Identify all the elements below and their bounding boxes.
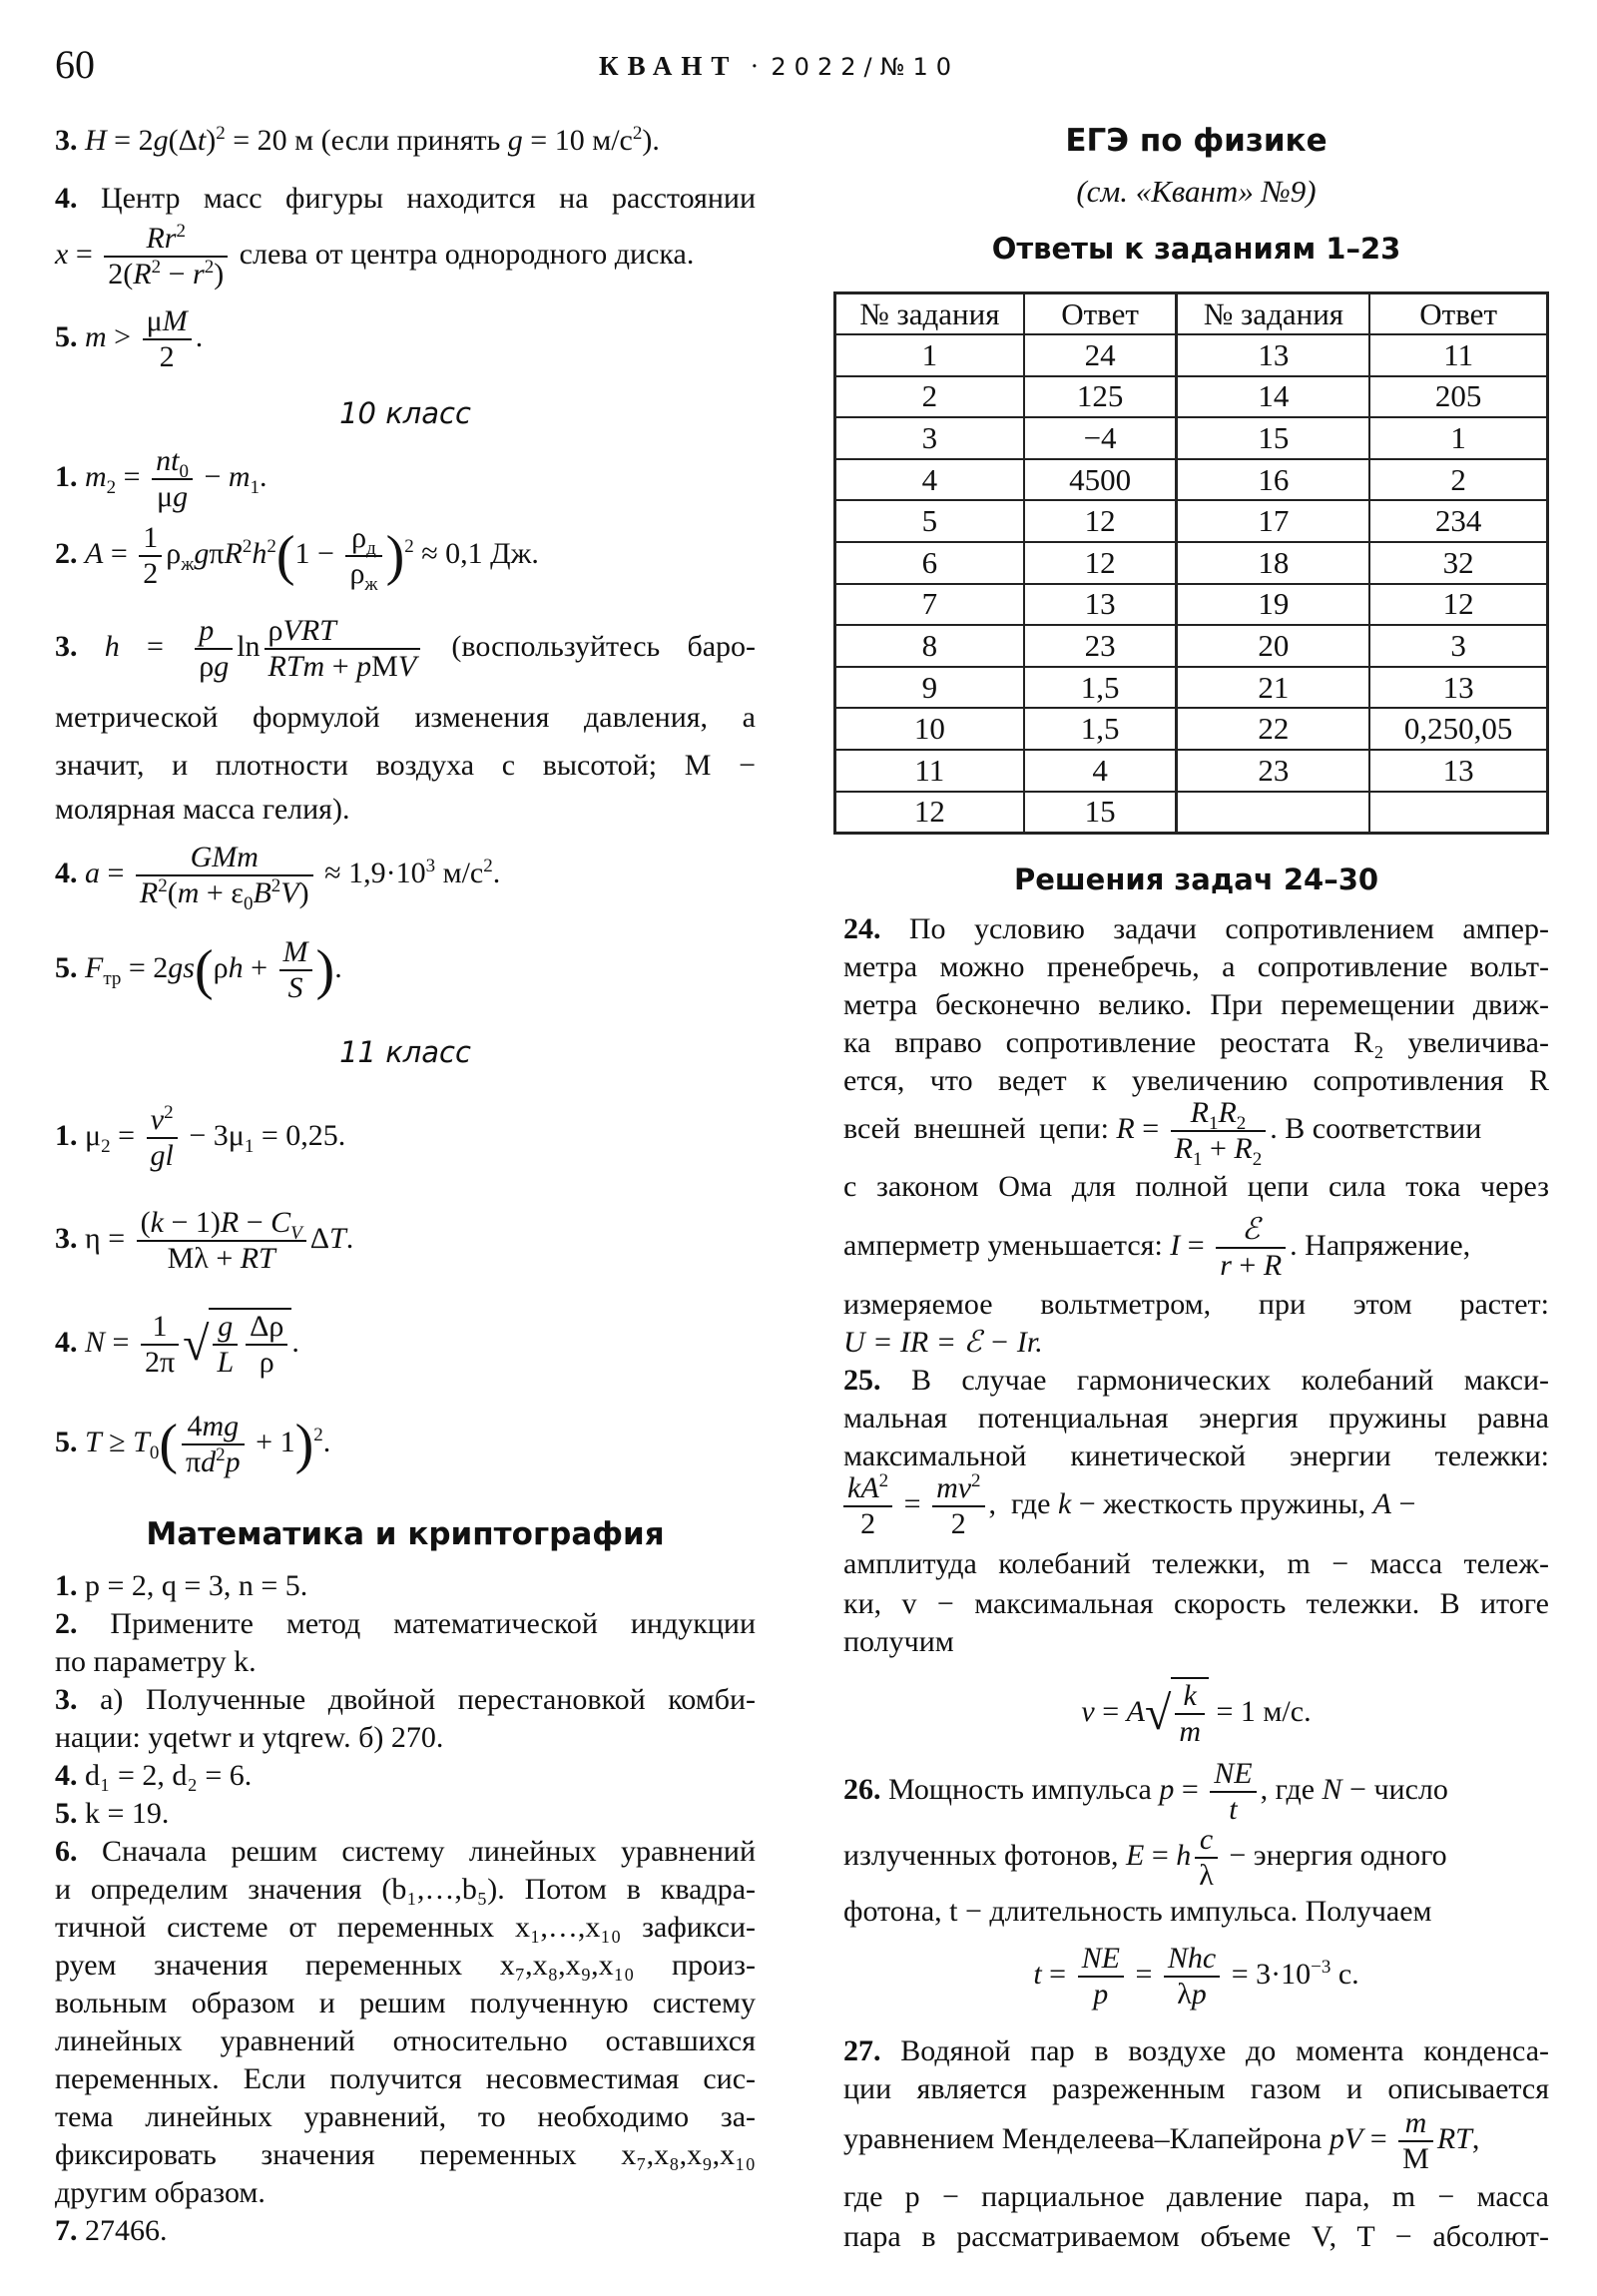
column-header: Ответ bbox=[1024, 293, 1177, 335]
solution-formula-line: уравнением Менделеева–Клапейрона pV = $\frac{m}{M}$ RT, bbox=[843, 2106, 1480, 2175]
math-line: другим образом. bbox=[55, 2176, 266, 2209]
section-subtitle: (см. «Квант» №9) bbox=[1076, 174, 1317, 209]
magazine-title: КВАНТ bbox=[599, 51, 739, 81]
solution-line: ка вправо сопротивление реостата R₂ увеличива- bbox=[843, 1026, 1549, 1059]
text-line: молярная масса гелия). bbox=[55, 793, 350, 826]
solution-line: фотона, t − длительность импульса. Получаем bbox=[843, 1895, 1432, 1928]
section-title-ege: ЕГЭ по физике bbox=[1065, 123, 1328, 159]
math-line: 5. k = 19. bbox=[55, 1797, 170, 1830]
column-header: № задания bbox=[835, 293, 1024, 335]
table-cell: 1,5 bbox=[1024, 667, 1177, 709]
math-line: нации: yqetwr и ytqrew. б) 270. bbox=[55, 1721, 444, 1754]
solution-line: с законом Ома для полной цепи сила тока через bbox=[843, 1170, 1549, 1203]
formula-line: x = $\frac{Rr^2}{2(R^2 - r^2)}$ слева от центра однородного диска. bbox=[55, 221, 695, 290]
table-cell: 14 bbox=[1177, 376, 1369, 418]
table-cell: 16 bbox=[1177, 459, 1369, 501]
table-cell: 20 bbox=[1177, 625, 1369, 667]
table-cell: 12 bbox=[835, 792, 1024, 834]
table-cell: 5 bbox=[835, 500, 1024, 542]
math-line: тичной системе от переменных x₁,…,x₁₀ зафикси- bbox=[55, 1911, 756, 1944]
solution-formula-line: $\frac{kA^2}{2}$ = $\frac{mv^2}{2}$ , где k − жесткость пружины, A − bbox=[843, 1471, 1549, 1541]
solution-line: метра бесконечно велико. При перемещении движ- bbox=[843, 988, 1549, 1021]
answer-item-3: 3. $H = 2g(\Delta t)^2 = 20$ м (если принять g = 10 $м/с^2$). bbox=[55, 123, 660, 157]
fraction: $\frac{\mu M}{2}$ bbox=[143, 304, 192, 374]
section-title-grade11: 11 класс bbox=[339, 1035, 471, 1069]
table-cell: −4 bbox=[1024, 417, 1177, 459]
text-line: значит, и плотности воздуха с высотой; M − bbox=[55, 749, 756, 782]
math-line: 1. p = 2, q = 3, n = 5. bbox=[55, 1569, 308, 1602]
item-number: 4. bbox=[55, 182, 78, 215]
table-cell: 3 bbox=[1369, 625, 1547, 667]
answer-item-5: 5. m > $\frac{\mu M}{2}$ . bbox=[55, 304, 204, 373]
math-line: 4. d₁ = 2, d₂ = 6. bbox=[55, 1759, 253, 1792]
answer-item-4 bbox=[55, 180, 756, 218]
grade10-item-5: 5. $F_{тр} = 2gs(\rho h$ + $\frac{M}{S}$ ). bbox=[55, 935, 342, 1004]
table-cell: 21 bbox=[1177, 667, 1369, 709]
grade10-item-2: 2. A = $\frac{1}{2}$ $\rho_жg\pi R^2h^2(1$ − $\frac{\rho_д}{\rho_ж}$ )$^2$ ≈ 0,1 Дж. bbox=[55, 521, 539, 595]
table-cell: 1,5 bbox=[1024, 708, 1177, 750]
grade11-item-3: 3. η = $\frac{(k - 1)R - C_V}{M\lambda + RT}$ ΔT. bbox=[55, 1206, 354, 1275]
solution-line: пара в рассматриваемом объеме V, T − абсолют- bbox=[843, 2220, 1549, 2253]
table-cell: 18 bbox=[1177, 542, 1369, 584]
table-cell: 4 bbox=[1024, 750, 1177, 792]
math-line: 2. Примените метод математической индукции bbox=[55, 1607, 756, 1640]
grade11-item-4: 4. N = $\frac{1}{2\pi}$ √ $\frac{g}{L}$ $\frac{\Delta\rho}{\rho}$ . bbox=[55, 1310, 299, 1379]
table-cell: 12 bbox=[1024, 500, 1177, 542]
solution-line: 24. По условию задачи сопротивлением ампер- bbox=[843, 912, 1549, 945]
item-number: 3. bbox=[55, 124, 78, 157]
table-cell: 6 bbox=[835, 542, 1024, 584]
solutions-block bbox=[843, 0, 1549, 2296]
item-text: Центр масс фигуры находится на расстоянии bbox=[100, 182, 756, 215]
table-cell: 13 bbox=[1369, 750, 1547, 792]
solutions-title: Решения задач 24–30 bbox=[1013, 862, 1379, 896]
table-cell: 8 bbox=[835, 625, 1024, 667]
solution-line: ции является разреженным газом и описывается bbox=[843, 2072, 1549, 2105]
math-line: линейных уравнений относительно оставшихся bbox=[55, 2024, 756, 2057]
left-column bbox=[55, 0, 756, 2296]
issue-number: 2022/№10 bbox=[771, 53, 960, 81]
math-line: по параметру k. bbox=[55, 1645, 257, 1678]
section-title-grade10: 10 класс bbox=[339, 396, 471, 430]
solution-line: ется, что ведет к увеличению сопротивления R bbox=[843, 1064, 1549, 1097]
solution-formula-centered: v = A√ $\frac{k}{m}$ = 1 м/с. bbox=[1081, 1679, 1312, 1748]
table-cell: 9 bbox=[835, 667, 1024, 709]
grade10-item-1: 1. $m_2$ = $\frac{nt_0}{\mu g}$ − $m_1$. bbox=[55, 444, 267, 513]
text-line: метрической формулой изменения давления, а bbox=[55, 701, 756, 734]
solution-line: амплитуда колебаний тележки, m − масса тележ- bbox=[843, 1547, 1549, 1580]
solution-formula-line: 26. Мощность импульса p = $\frac{NE}{t}$ , где N − число bbox=[843, 1757, 1448, 1826]
column-header: № задания bbox=[1177, 293, 1369, 335]
table-cell: 4500 bbox=[1024, 459, 1177, 501]
table-cell: 234 bbox=[1369, 500, 1547, 542]
table-cell: 3 bbox=[835, 417, 1024, 459]
math-line: переменных. Если получится несовместимая сис- bbox=[55, 2062, 756, 2095]
table-cell: 17 bbox=[1177, 500, 1369, 542]
table-cell: 0,250,05 bbox=[1369, 708, 1547, 750]
table-cell: 12 bbox=[1369, 584, 1547, 626]
table-cell: 11 bbox=[1369, 334, 1547, 376]
table-cell: 205 bbox=[1369, 376, 1547, 418]
table-cell: 10 bbox=[835, 708, 1024, 750]
math-line: руем значения переменных x₇,x₈,x₉,x₁₀ произ- bbox=[55, 1949, 756, 1982]
solution-line: получим bbox=[843, 1625, 954, 1658]
table-cell: 125 bbox=[1024, 376, 1177, 418]
math-line: 6. Сначала решим систему линейных уравнений bbox=[55, 1835, 757, 1868]
table-cell: 2 bbox=[835, 376, 1024, 418]
math-line: тема линейных уравнений, то необходимо за- bbox=[55, 2100, 756, 2133]
header-separator: · bbox=[750, 51, 760, 81]
table-cell: 15 bbox=[1024, 792, 1177, 834]
table-cell: 24 bbox=[1024, 334, 1177, 376]
grade11-item-1: 1. $\mu_2$ = $\frac{v^2}{gl}$ − $3\mu_1 = 0,25$. bbox=[55, 1102, 346, 1172]
math-line: 7. 27466. bbox=[55, 2214, 168, 2247]
table-cell: 11 bbox=[835, 750, 1024, 792]
table-cell: 32 bbox=[1369, 542, 1547, 584]
solution-line: мальная потенциальная энергия пружины равна bbox=[843, 1402, 1549, 1435]
solution-line: метра можно пренебречь, а сопротивление вольт- bbox=[843, 950, 1549, 983]
section-title-math: Математика и криптография bbox=[146, 1516, 665, 1552]
solution-line: измеряемое вольтметром, при этом растет: bbox=[843, 1288, 1549, 1321]
table-cell: 1 bbox=[835, 334, 1024, 376]
table-cell: 13 bbox=[1177, 334, 1369, 376]
item-number: 5. bbox=[55, 319, 78, 353]
item-text-tail: слева от центра однородного диска. bbox=[239, 237, 695, 271]
solution-line: где p − парциальное давление пара, m − масса bbox=[843, 2180, 1549, 2213]
table-cell: 19 bbox=[1177, 584, 1369, 626]
solution-formula-line: амперметр уменьшается: I = $\frac{\text{ℰ}}{r + R}$ . Напряжение, bbox=[843, 1213, 1471, 1282]
answers-title: Ответы к заданиям 1–23 bbox=[991, 232, 1401, 266]
column-header: Ответ bbox=[1369, 293, 1547, 335]
table-cell: 22 bbox=[1177, 708, 1369, 750]
grade10-item-3: 3. h = $\frac{p}{\rho g}$ ln $\frac{\text{ρVRT}}{\text{RTm + pMV}}$ (воспользуйтесь баро- bbox=[55, 614, 757, 683]
grade11-item-5: 5. $T \ge T_0$( $\frac{4mg}{\pi d^2p}$ + 1)$^2$. bbox=[55, 1410, 331, 1478]
page-number: 60 bbox=[55, 42, 95, 87]
table-cell: 12 bbox=[1024, 542, 1177, 584]
table-cell: 23 bbox=[1024, 625, 1177, 667]
math-line: и определим значения (b₁,…,b₅). Потом в квадра- bbox=[55, 1873, 756, 1906]
math-line: фиксировать значения переменных x₇,x₈,x₉,x₁₀ bbox=[55, 2138, 756, 2171]
solution-line: 27. Водяной пар в воздухе до момента конденса- bbox=[843, 2034, 1549, 2067]
table-cell: 13 bbox=[1369, 667, 1547, 709]
table-cell: 4 bbox=[835, 459, 1024, 501]
math-line: вольным образом и решим полученную систему bbox=[55, 1987, 756, 2019]
math-line: 3. а) Полученные двойной перестановкой комби- bbox=[55, 1683, 757, 1716]
solution-line: U = IR = ℰ − Ir. bbox=[843, 1326, 1043, 1359]
table-cell: 15 bbox=[1177, 417, 1369, 459]
table-cell: 1 bbox=[1369, 417, 1547, 459]
solution-formula-centered: t = $\frac{NE}{p}$ = $\frac{\text{Nhc}}{\lambda p}$ = $3\cdot 10^{-3}$ с. bbox=[1033, 1942, 1359, 2010]
solution-line: максимальной кинетической энергии тележки: bbox=[843, 1439, 1549, 1472]
grade10-item-4: 4. a = $\frac{\text{GMm}}{R^2(m + \varepsilon_0B^2V)}$ ≈ $1,9\cdot 10^3$ $м/с^2$. bbox=[55, 841, 501, 914]
solution-formula-line: всей внешней цепи: R = $\frac{R_1R_2}{R_1 + R_2}$ . В соответствии bbox=[843, 1096, 1482, 1170]
solution-line: 25. В случае гармонических колебаний макси- bbox=[843, 1364, 1550, 1397]
table-cell: 23 bbox=[1177, 750, 1369, 792]
table-cell: 13 bbox=[1024, 584, 1177, 626]
table-cell: 7 bbox=[835, 584, 1024, 626]
solution-formula-line: излученных фотонов, E = h $\frac{c}{\lambda}$ − энергия одного bbox=[843, 1823, 1447, 1892]
solution-line: ки, v − максимальная скорость тележки. В итоге bbox=[843, 1587, 1549, 1620]
table-cell: 2 bbox=[1369, 459, 1547, 501]
fraction: $\frac{Rr^2}{2(R^2 - r^2)}$ bbox=[104, 222, 228, 291]
